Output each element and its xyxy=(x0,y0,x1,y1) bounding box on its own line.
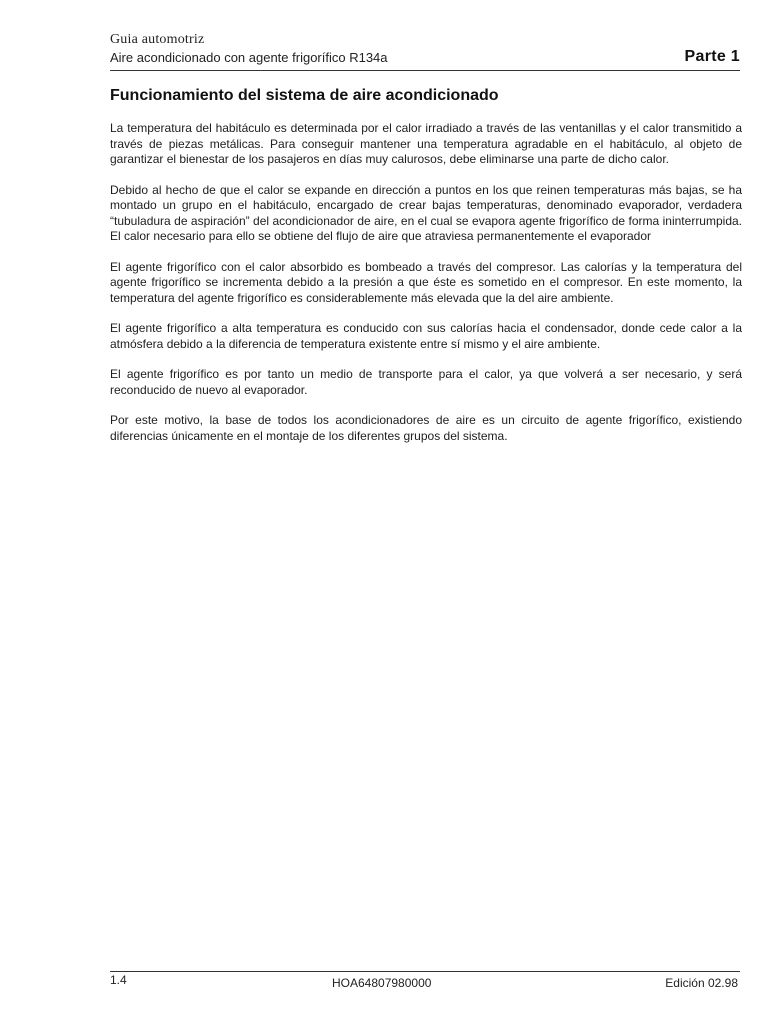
paragraph: La temperatura del habitáculo es determinada por el calor irradiado a través de las ventanillas y el calor transmitido a través de piezas metálicas. Para conseguir mantener una temperatura agradable en el habitáculo, al objeto de garantizar el bienestar de los pasajeros en días muy calurosos, debe eliminarse una parte de dicho calor. xyxy=(110,121,742,166)
paragraph: Por este motivo, la base de todos los acondicionadores de aire es un circuito de agente frigorífico, existiendo diferencias únicamente en el montaje de los diferentes grupos del sistema. xyxy=(110,413,742,443)
header-title: Guia automotriz xyxy=(110,32,205,47)
paragraph: El agente frigorífico es por tanto un medio de transporte para el calor, ya que volverá a ser necesario, y será reconducido de nuevo al evaporador. xyxy=(110,367,742,397)
header-part-label: Parte 1 xyxy=(684,48,740,65)
paragraph: El agente frigorífico con el calor absorbido es bombeado a través del compresor. Las calorías y la temperatura del agente frigorífico se incrementa debido a la presión a que éste es sometido en el compresor. En este momento, la temperatura del agente frigorífico es considerablemente más elevada que la del aire ambiente. xyxy=(110,259,742,305)
paragraph: El agente frigorífico a alta temperatura es conducido con sus calorías hacia el condensador, donde cede calor a la atmósfera debido a la diferencia de temperatura existente entre sí mismo y el aire ambiente. xyxy=(110,321,742,351)
document-code: HOA64807980000 xyxy=(332,976,432,990)
body-text xyxy=(110,121,742,459)
section-title: Funcionamiento del sistema de aire acondicionado xyxy=(110,87,499,104)
edition-label: Edición 02.98 xyxy=(665,976,738,990)
paragraph: Debido al hecho de que el calor se expande en dirección a puntos en los que reinen temperaturas más bajas, se ha montado un grupo en el habitáculo, encargado de crear bajas temperaturas, denominado evaporador, verdadera “tubuladura de aspiración” del acondicionador de aire, en el cual se evapora agente frigorífico de forma ininterrumpida. El calor necesario para ello se obtiene del flujo de aire que atraviesa permanentemente el evaporador xyxy=(110,182,742,243)
header-subtitle: Aire acondicionado con agente frigorífico R134a xyxy=(110,50,388,65)
page-footer xyxy=(110,971,740,992)
page-number: 1.4 xyxy=(110,973,127,987)
page-header xyxy=(110,30,740,71)
